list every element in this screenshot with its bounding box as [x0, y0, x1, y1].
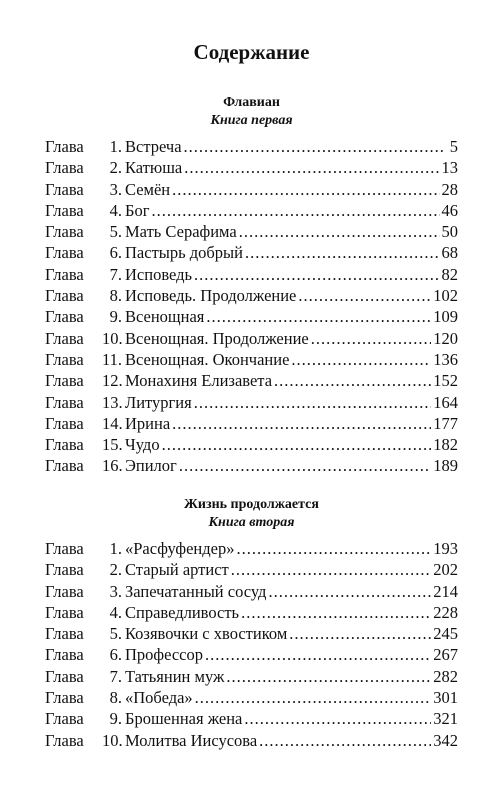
chapter-title: Чудо — [125, 435, 160, 455]
chapter-title: Справедливость — [125, 602, 240, 622]
chapter-number: 13. — [102, 392, 123, 412]
chapter-number: 15. — [102, 435, 123, 455]
toc-row — [45, 644, 458, 665]
book-one-heading — [0, 94, 503, 130]
page-number: 342 — [433, 730, 458, 750]
chapter-number: 9. — [109, 307, 122, 327]
chapter-word: Глава — [45, 581, 84, 601]
dot-leader — [236, 538, 431, 559]
toc-row — [45, 285, 458, 306]
chapter-word: Глава — [45, 435, 84, 455]
chapter-number: 3. — [109, 179, 122, 199]
toc-row — [45, 179, 458, 200]
chapter-number: 1. — [109, 539, 122, 558]
page-number: 28 — [441, 179, 458, 199]
toc-row — [45, 623, 458, 644]
toc-row — [45, 349, 458, 370]
toc-row — [45, 328, 458, 349]
toc-row — [45, 602, 458, 623]
page-number: 152 — [433, 371, 458, 391]
book-two-chapter-list — [45, 538, 458, 751]
chapter-word: Глава — [45, 371, 84, 391]
chapter-number: 2. — [109, 158, 122, 178]
page-number: 102 — [433, 286, 458, 306]
chapter-word: Глава — [45, 730, 84, 750]
chapter-title: Семён — [125, 179, 171, 199]
chapter-number: 6. — [109, 243, 122, 263]
chapter-title: Брошенная жена — [125, 709, 243, 729]
chapter-number: 7. — [109, 264, 122, 284]
chapter-number: 2. — [109, 560, 122, 580]
page-number: 202 — [433, 560, 458, 580]
chapter-number: 4. — [109, 200, 122, 220]
page-number: 136 — [433, 349, 458, 369]
chapter-word: Глава — [45, 286, 84, 306]
chapter-word: Глава — [45, 456, 84, 476]
page-number: 214 — [433, 581, 458, 601]
dot-leader — [162, 434, 432, 455]
toc-row — [45, 264, 458, 285]
dot-leader — [172, 179, 439, 200]
toc-row — [45, 136, 458, 157]
book-one-chapter-list — [45, 136, 458, 477]
toc-row — [45, 306, 458, 327]
chapter-title: Старый артист — [125, 560, 229, 580]
chapter-word: Глава — [45, 243, 84, 263]
chapter-word: Глава — [45, 688, 84, 708]
chapter-number: 5. — [109, 222, 122, 242]
chapter-title: Татьянин муж — [125, 666, 225, 686]
toc-row — [45, 666, 458, 687]
page-number: 228 — [433, 602, 458, 622]
dot-leader — [268, 581, 431, 602]
chapter-word: Глава — [45, 560, 84, 580]
chapter-word: Глава — [45, 602, 84, 622]
chapter-number: 5. — [109, 624, 122, 644]
toc-row — [45, 730, 458, 751]
toc-row — [45, 221, 458, 242]
dot-leader — [226, 666, 431, 687]
chapter-number: 14. — [102, 413, 123, 433]
chapter-number: 10. — [102, 328, 123, 348]
toc-row — [45, 434, 458, 455]
chapter-word: Глава — [45, 392, 84, 412]
chapter-number: 6. — [109, 645, 122, 665]
toc-row — [45, 559, 458, 580]
chapter-word: Глава — [45, 200, 84, 220]
page-number: 13 — [441, 158, 458, 178]
dot-leader — [239, 221, 440, 242]
page-number: 301 — [433, 688, 458, 708]
chapter-word: Глава — [45, 179, 84, 199]
chapter-word: Глава — [45, 328, 84, 348]
chapter-title: Литургия — [125, 392, 192, 412]
page-number: 193 — [433, 539, 458, 558]
chapter-word: Глава — [45, 158, 84, 178]
dot-leader — [179, 455, 431, 476]
dot-leader — [195, 687, 432, 708]
page-number: 164 — [433, 392, 458, 412]
book-two-part-title: Жизнь продолжается — [184, 497, 319, 512]
chapter-number: 4. — [109, 602, 122, 622]
page-number: 282 — [433, 666, 458, 686]
page-title: Содержание — [193, 40, 310, 64]
toc-row — [45, 200, 458, 221]
toc-row — [45, 370, 458, 391]
chapter-title: Исповедь — [125, 264, 193, 284]
dot-leader — [274, 370, 431, 391]
chapter-word: Глава — [45, 222, 84, 242]
page-number: 82 — [441, 264, 458, 284]
chapter-title: Запечатанный сосуд — [125, 581, 267, 601]
chapter-title: Ирина — [125, 413, 171, 433]
book-one-subtitle: Книга первая — [210, 113, 293, 128]
chapter-number: 10. — [102, 730, 123, 750]
dot-leader — [291, 349, 431, 370]
dot-leader — [205, 644, 431, 665]
chapter-title: Бог — [125, 200, 150, 220]
chapter-number: 1. — [109, 137, 122, 156]
chapter-title: Встреча — [125, 137, 182, 156]
dot-leader — [241, 602, 431, 623]
chapter-number: 8. — [109, 286, 122, 306]
chapter-word: Глава — [45, 137, 84, 156]
dot-leader — [245, 242, 440, 263]
chapter-number: 12. — [102, 371, 123, 391]
chapter-word: Глава — [45, 666, 84, 686]
toc-row — [45, 455, 458, 476]
page-number: 189 — [433, 456, 458, 476]
chapter-title: Всенощная — [125, 307, 205, 327]
chapter-title: Козявочки с хвостиком — [125, 624, 288, 644]
book-two-subtitle: Книга вторая — [208, 515, 295, 530]
chapter-word: Глава — [45, 413, 84, 433]
dot-leader — [152, 200, 440, 221]
dot-leader — [311, 328, 432, 349]
dot-leader — [184, 136, 446, 157]
toc-row — [45, 392, 458, 413]
page-number: 5 — [449, 137, 458, 156]
toc-row — [45, 157, 458, 178]
page-number: 245 — [433, 624, 458, 644]
chapter-word: Глава — [45, 709, 84, 729]
chapter-word: Глава — [45, 624, 84, 644]
page-number: 46 — [441, 200, 458, 220]
book-two-heading — [0, 496, 503, 532]
chapter-title: Молитва Иисусова — [125, 730, 258, 750]
toc-row — [45, 581, 458, 602]
chapter-word: Глава — [45, 645, 84, 665]
dot-leader — [194, 264, 439, 285]
chapter-number: 16. — [102, 456, 123, 476]
chapter-number: 9. — [109, 709, 122, 729]
toc-row — [45, 242, 458, 263]
chapter-title: Монахиня Елизавета — [125, 371, 273, 391]
page-number: 50 — [441, 222, 458, 242]
chapter-title: Всенощная. Продолжение — [125, 328, 309, 348]
dot-leader — [231, 559, 432, 580]
toc-row — [45, 708, 458, 729]
dot-leader — [194, 392, 432, 413]
toc-row — [45, 538, 458, 559]
chapter-title: «Победа» — [125, 688, 193, 708]
toc-row — [45, 413, 458, 434]
chapter-title: Исповедь. Продолжение — [125, 286, 297, 306]
page-number: 109 — [433, 307, 458, 327]
chapter-word: Глава — [45, 539, 84, 558]
page-number: 120 — [433, 328, 458, 348]
chapter-title: Пастырь добрый — [125, 243, 243, 263]
page-number: 321 — [433, 709, 458, 729]
page-number: 267 — [433, 645, 458, 665]
chapter-number: 3. — [109, 581, 122, 601]
chapter-title: Катюша — [125, 158, 183, 178]
book-one-part-title: Флавиан — [223, 95, 280, 110]
chapter-number: 7. — [109, 666, 122, 686]
chapter-title: Эпилог — [125, 456, 177, 476]
dot-leader — [298, 285, 431, 306]
dot-leader — [259, 730, 431, 751]
dot-leader — [289, 623, 431, 644]
chapter-word: Глава — [45, 264, 84, 284]
page-number: 68 — [441, 243, 458, 263]
chapter-word: Глава — [45, 349, 84, 369]
dot-leader — [244, 708, 431, 729]
chapter-title: Всенощная. Окончание — [125, 349, 290, 369]
dot-leader — [206, 306, 431, 327]
chapter-title: Профессор — [125, 645, 203, 665]
chapter-number: 8. — [109, 688, 122, 708]
page-number: 182 — [433, 435, 458, 455]
dot-leader — [172, 413, 431, 434]
chapter-title: «Расфуфендер» — [125, 539, 235, 558]
chapter-number: 11. — [102, 349, 123, 369]
chapter-title: Мать Серафима — [125, 222, 237, 242]
page-number: 177 — [433, 413, 458, 433]
toc-row — [45, 687, 458, 708]
dot-leader — [184, 157, 439, 178]
chapter-word: Глава — [45, 307, 84, 327]
